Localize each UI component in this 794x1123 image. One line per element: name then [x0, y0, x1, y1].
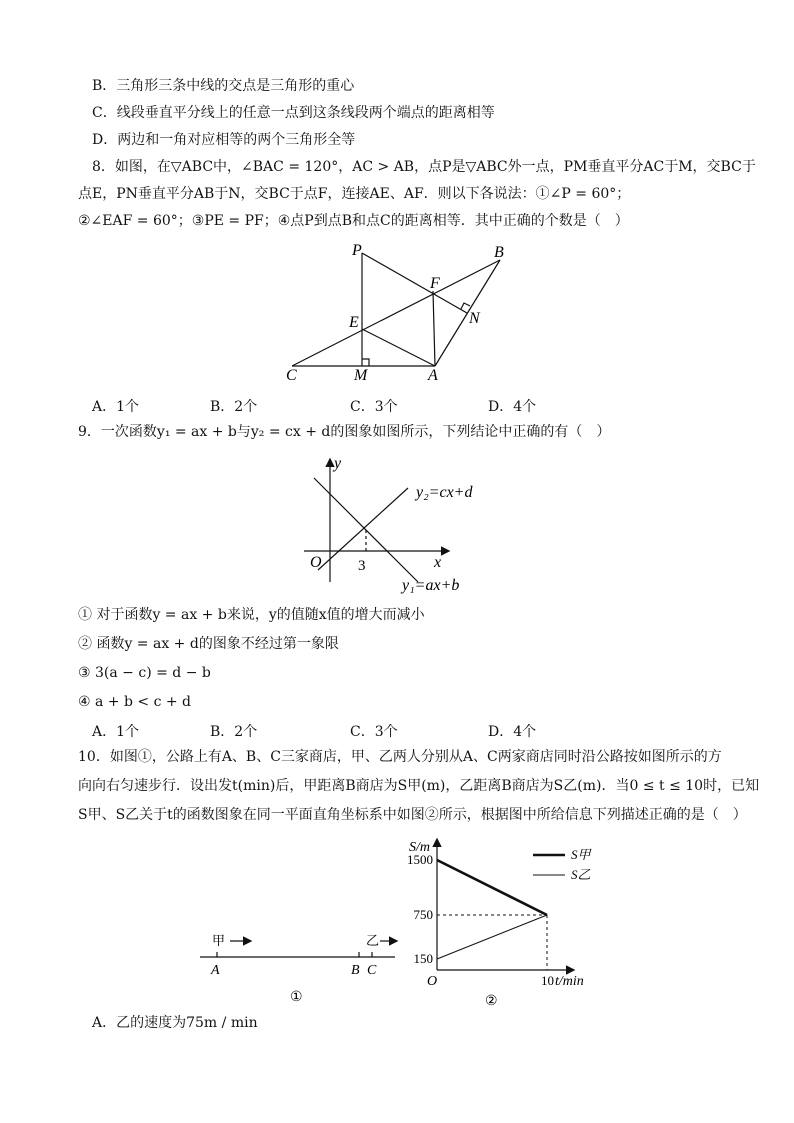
- q10-road-figure: [200, 925, 410, 1005]
- q8-option-d: D．4个: [488, 399, 537, 415]
- tick-label-3: 3: [358, 558, 366, 574]
- figure-2-caption: ②: [485, 994, 498, 1009]
- q8-option-b: B．2个: [210, 399, 258, 415]
- q9-statement-2: ② 函数y = ax + d的图象不经过第一象限: [78, 636, 339, 652]
- q9-option-b: B．2个: [210, 724, 258, 740]
- q8-stem-line-3: ②∠EAF = 60°；③PE = PF；④点P到点B和点C的距离相等．其中正确的个数是（ ）: [78, 213, 629, 229]
- x-axis-label: x: [434, 554, 442, 571]
- label-N: N: [469, 310, 480, 327]
- y-axis-label: y: [334, 455, 342, 472]
- right-angle-M: [362, 359, 369, 366]
- q7-option-b: B．三角形三条中线的交点是三角形的重心: [92, 78, 355, 94]
- q9-statement-4: ④ a + b < c + d: [78, 694, 192, 710]
- series-line-jia: [437, 860, 547, 915]
- label-P: P: [352, 242, 362, 259]
- y-tick-label-150: 150: [413, 951, 433, 966]
- q9-option-c: C．3个: [350, 724, 398, 740]
- s-axis-label: S/m: [409, 840, 430, 855]
- label-A: A: [428, 367, 438, 384]
- right-angle-N: [461, 303, 470, 309]
- legend-yi-label: S乙: [571, 867, 591, 882]
- label-B: B: [351, 963, 360, 978]
- segment-EA: [362, 329, 435, 366]
- q10-stem-line-2: 向向右匀速步行．设出发t(min)后，甲距离B商店为S甲(m)，乙距离B商店为S乙(m)．当0 ≤ t ≤ 10时，已知: [78, 778, 760, 794]
- q8-stem-line-1: 8．如图，在▽ABC中，∠BAC = 120°，AC > AB，点P是▽ABC外一点，PM垂直平分AC于M，交BC于: [92, 159, 756, 175]
- label-M: M: [354, 367, 368, 384]
- x-tick-label-10: 10: [541, 973, 554, 988]
- label-E: E: [349, 314, 359, 331]
- q10-stem-line-1: 10．如图①，公路上有A、B、C三家商店，甲、乙两人分别从A、C两家商店同时沿公路按如图所示的方: [78, 749, 722, 765]
- q8-geometry-figure: [270, 235, 530, 385]
- q9-stem: 9．一次函数y₁ = ax + b与y₂ = cx + d的图象如图所示，下列结论中正确的有（ ）: [78, 424, 611, 440]
- q9-option-d: D．4个: [488, 724, 537, 740]
- label-jia: 甲: [212, 934, 226, 949]
- label-B: B: [494, 244, 504, 261]
- q9-statement-1: ① 对于函数y = ax + b来说，y的值随x值的增大而减小: [78, 607, 425, 623]
- segment-FA: [433, 291, 435, 366]
- label-A: A: [211, 963, 220, 978]
- q8-option-c: C．3个: [350, 399, 398, 415]
- legend-jia-label: S甲: [571, 847, 591, 862]
- q8-option-a: A．1个: [92, 399, 140, 415]
- q8-stem-line-2: 点E，PN垂直平分AB于N，交BC于点F，连接AE、AF．则以下各说法：①∠P = 60°；: [78, 186, 631, 202]
- q10-distance-time-chart: [395, 835, 615, 1010]
- q10-stem-line-3: S甲、S乙关于t的函数图象在同一平面直角坐标系中如图②所示，根据图中所给信息下列描述正确的是（ ）: [78, 807, 747, 823]
- chart-origin-label: O: [427, 974, 438, 989]
- label-F: F: [430, 275, 440, 292]
- q10-option-a: A．乙的速度为75m / min: [92, 1015, 258, 1031]
- label-C: C: [286, 367, 297, 384]
- q9-option-a: A．1个: [92, 724, 140, 740]
- q9-statement-3: ③ 3(a − c) = d − b: [78, 665, 211, 681]
- origin-label: O: [310, 554, 322, 571]
- line-y2-label: y₂=cx+d: [416, 484, 473, 501]
- q7-option-d: D．两边和一角对应相等的两个三角形全等: [92, 132, 356, 148]
- t-axis-label: t/min: [555, 974, 584, 989]
- line-y1-label: y₁=ax+b: [402, 577, 460, 594]
- y-tick-label-750: 750: [413, 907, 433, 922]
- q7-option-c: C．线段垂直平分线上的任意一点到这条线段两个端点的距离相等: [92, 105, 495, 121]
- q9-function-graph: [300, 450, 500, 598]
- y-tick-label-1500: 1500: [407, 852, 433, 867]
- figure-1-caption: ①: [290, 990, 303, 1005]
- series-line-yi: [437, 915, 547, 959]
- label-C: C: [367, 963, 377, 978]
- label-yi: 乙: [366, 934, 380, 949]
